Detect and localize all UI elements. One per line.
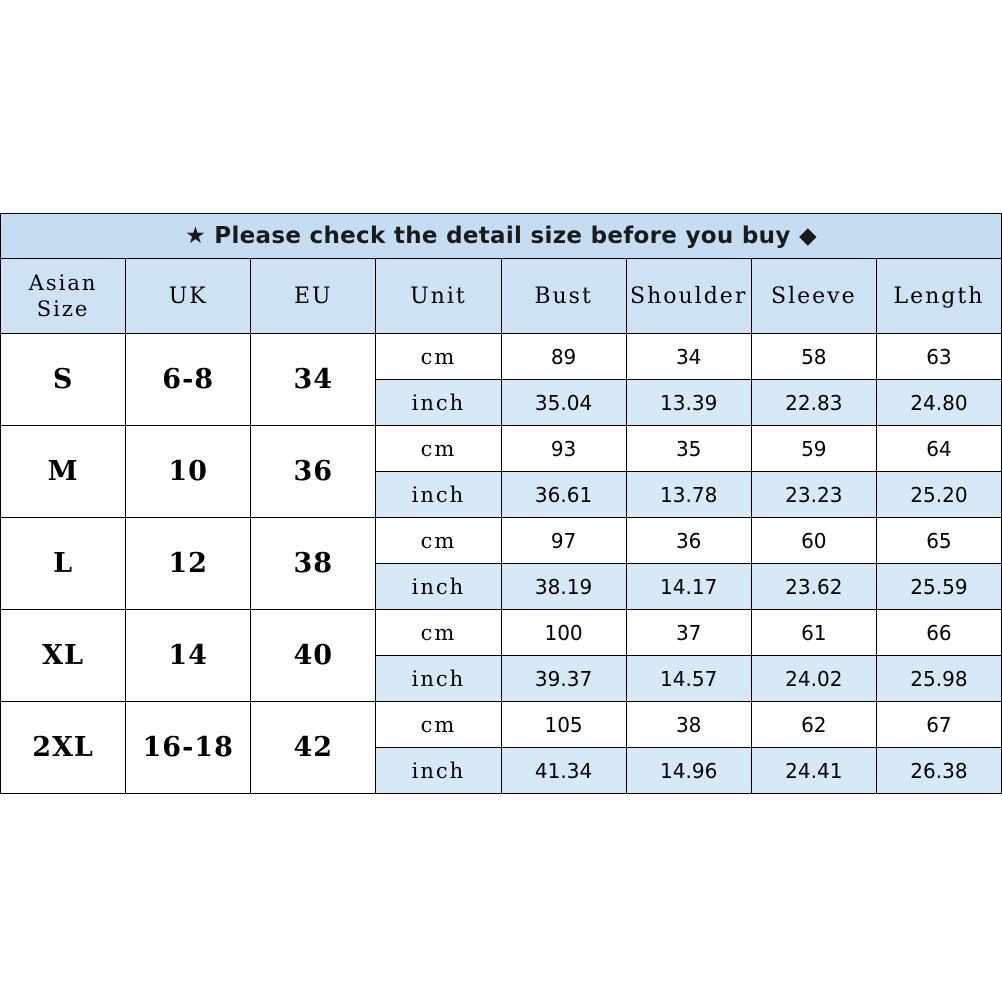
header-row xyxy=(1,259,1002,334)
cell-shoulder-inch: 14.57 xyxy=(626,656,751,702)
cell-eu: 36 xyxy=(251,426,376,518)
cell-shoulder-cm: 37 xyxy=(626,610,751,656)
cell-length-cm: 63 xyxy=(876,334,1001,380)
header-sleeve: Sleeve xyxy=(751,259,876,334)
cell-shoulder-inch: 14.96 xyxy=(626,748,751,794)
cell-shoulder-inch: 14.17 xyxy=(626,564,751,610)
cell-shoulder-cm: 36 xyxy=(626,518,751,564)
cell-uk: 16-18 xyxy=(126,702,251,794)
cell-eu: 34 xyxy=(251,334,376,426)
banner-cell xyxy=(1,214,1002,259)
header-bust: Bust xyxy=(501,259,626,334)
cell-uk: 14 xyxy=(126,610,251,702)
size-chart-table xyxy=(0,213,1002,794)
banner-text: Please check the detail size before you buy xyxy=(214,223,791,249)
cell-sleeve-cm: 59 xyxy=(751,426,876,472)
cell-sleeve-cm: 60 xyxy=(751,518,876,564)
header-shoulder: Shoulder xyxy=(626,259,751,334)
cell-bust-inch: 41.34 xyxy=(501,748,626,794)
cell-unit-inch: inch xyxy=(376,472,501,518)
cell-unit-cm: cm xyxy=(376,334,501,380)
cell-uk: 6-8 xyxy=(126,334,251,426)
cell-length-inch: 25.20 xyxy=(876,472,1001,518)
cell-asian-size: M xyxy=(1,426,126,518)
cell-unit-cm: cm xyxy=(376,518,501,564)
cell-unit-inch: inch xyxy=(376,656,501,702)
cell-shoulder-cm: 38 xyxy=(626,702,751,748)
cell-sleeve-inch: 24.02 xyxy=(751,656,876,702)
cell-length-inch: 25.59 xyxy=(876,564,1001,610)
cell-unit-cm: cm xyxy=(376,702,501,748)
cell-bust-inch: 35.04 xyxy=(501,380,626,426)
cell-unit-cm: cm xyxy=(376,426,501,472)
star-icon: ★ xyxy=(185,223,206,249)
cell-uk: 10 xyxy=(126,426,251,518)
table-row xyxy=(1,702,1002,748)
cell-bust-cm: 100 xyxy=(501,610,626,656)
cell-asian-size: S xyxy=(1,334,126,426)
cell-asian-size: XL xyxy=(1,610,126,702)
cell-length-cm: 65 xyxy=(876,518,1001,564)
header-length: Length xyxy=(876,259,1001,334)
cell-length-inch: 25.98 xyxy=(876,656,1001,702)
cell-eu: 38 xyxy=(251,518,376,610)
cell-unit-cm: cm xyxy=(376,610,501,656)
cell-sleeve-cm: 58 xyxy=(751,334,876,380)
cell-unit-inch: inch xyxy=(376,380,501,426)
table-row xyxy=(1,610,1002,656)
cell-bust-inch: 39.37 xyxy=(501,656,626,702)
cell-bust-cm: 89 xyxy=(501,334,626,380)
cell-shoulder-cm: 34 xyxy=(626,334,751,380)
cell-bust-cm: 93 xyxy=(501,426,626,472)
cell-eu: 40 xyxy=(251,610,376,702)
cell-bust-inch: 36.61 xyxy=(501,472,626,518)
cell-shoulder-cm: 35 xyxy=(626,426,751,472)
header-unit: Unit xyxy=(376,259,501,334)
cell-length-cm: 66 xyxy=(876,610,1001,656)
cell-sleeve-inch: 23.23 xyxy=(751,472,876,518)
cell-bust-cm: 97 xyxy=(501,518,626,564)
cell-sleeve-inch: 22.83 xyxy=(751,380,876,426)
cell-bust-inch: 38.19 xyxy=(501,564,626,610)
header-asian-size: Asian Size xyxy=(1,259,126,334)
banner-row xyxy=(1,214,1002,259)
cell-sleeve-cm: 62 xyxy=(751,702,876,748)
header-eu: EU xyxy=(251,259,376,334)
size-chart-container xyxy=(0,213,1002,794)
cell-sleeve-cm: 61 xyxy=(751,610,876,656)
cell-unit-inch: inch xyxy=(376,748,501,794)
cell-asian-size: 2XL xyxy=(1,702,126,794)
cell-shoulder-inch: 13.78 xyxy=(626,472,751,518)
cell-length-cm: 67 xyxy=(876,702,1001,748)
cell-sleeve-inch: 23.62 xyxy=(751,564,876,610)
cell-length-cm: 64 xyxy=(876,426,1001,472)
table-row xyxy=(1,426,1002,472)
cell-length-inch: 24.80 xyxy=(876,380,1001,426)
cell-eu: 42 xyxy=(251,702,376,794)
diamond-icon: ◆ xyxy=(798,223,817,249)
cell-uk: 12 xyxy=(126,518,251,610)
cell-sleeve-inch: 24.41 xyxy=(751,748,876,794)
cell-asian-size: L xyxy=(1,518,126,610)
table-row xyxy=(1,334,1002,380)
table-row xyxy=(1,518,1002,564)
cell-bust-cm: 105 xyxy=(501,702,626,748)
cell-length-inch: 26.38 xyxy=(876,748,1001,794)
cell-unit-inch: inch xyxy=(376,564,501,610)
header-uk: UK xyxy=(126,259,251,334)
cell-shoulder-inch: 13.39 xyxy=(626,380,751,426)
